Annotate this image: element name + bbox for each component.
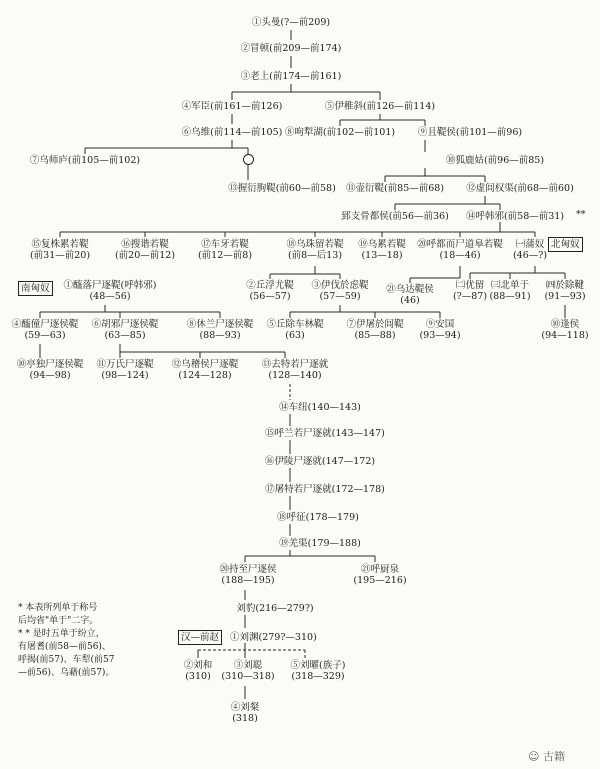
southern-xiongnu-label: 南匈奴 — [18, 281, 53, 296]
node-fuzhulei: ⑮复株累若鞮 (前31—前20) — [29, 239, 91, 261]
node-yitu: ⑦伊屠於闾鞮 (85—88) — [346, 319, 404, 341]
han-former-zhao-label: 汉—前赵 — [178, 630, 222, 645]
node-liuyuan: ①刘渊(279?—310) — [230, 632, 317, 643]
node-xiluo: ①醯落尸逐鞮(呼韩邪) (48—56) — [63, 280, 157, 302]
node-tuteruo: ⑰屠特若尸逐就(172—178) — [265, 484, 385, 495]
node-huchuquan: ㉑呼厨泉 (195—216) — [353, 564, 407, 586]
node-liucong: ③刘聪 (310—318) — [221, 660, 275, 682]
node-youliu: ㈡优留 (?—87) — [452, 280, 488, 302]
node-qiangqu: ⑲羌渠(179—188) — [279, 538, 361, 549]
node-touman: ①头曼(?—前209) — [251, 17, 331, 28]
node-wanshi: ⑪万氏尸逐鞮 (98—124) — [96, 359, 154, 381]
wechat-icon: ☺ — [528, 750, 540, 763]
node-liubao: 刘豹(216—279?) — [236, 603, 314, 614]
watermark: ☺ 古籍 — [528, 750, 565, 763]
node-wujihou: ⑫乌稽侯尸逐鞮 (124—128) — [171, 359, 239, 381]
northern-xiongnu-label: 北匈奴 — [548, 237, 583, 252]
node-gouli-hu: ⑧呴犁湖(前102—前101) — [284, 127, 396, 138]
node-liuyao: ⑤刘曜(族子) (318—329) — [290, 660, 346, 682]
node-punu: ㈠蒲奴 (46—?) — [512, 239, 548, 261]
node-wuzhuliu: ⑱乌珠留若鞮 (前8—后13) — [286, 239, 344, 261]
node-xulv-quanqu: ⑫虚闾权渠(前68—前60) — [466, 183, 574, 194]
node-beichanyu: ㈢北单于 (88—91) — [489, 280, 531, 302]
node-xitong: ④醯僮尸逐侯鞮 (59—63) — [11, 319, 79, 341]
node-souxie: ⑯搜谐若鞮 (前20—前12) — [114, 239, 176, 261]
node-yizhixie: ⑤伊稚斜(前126—前114) — [324, 101, 436, 112]
double-asterisk-mark: ** — [576, 209, 586, 220]
node-wushilu: ⑦乌师庐(前105—前102) — [29, 155, 141, 166]
node-xiulan: ⑧休兰尸逐侯鞮 (88—93) — [186, 319, 254, 341]
unknown-ancestor-circle — [243, 154, 254, 165]
node-huyandi: ⑪壶衍鞮(前85—前68) — [345, 183, 445, 194]
footnotes: * 本表所列单于称号 后均省"单于"二字。 * * 是时五单于纷立， 有屠耆(前58—前56)、 呼揭(前57)、车犁(前57 —前56)、乌藉(前57)。 — [18, 603, 115, 678]
node-zhizhi: 郅支骨都侯(前56—前36) — [341, 211, 449, 222]
node-maodun: ②冒顿(前209—前174) — [240, 43, 342, 54]
node-qiufu: ②丘浮尤鞮 (56—57) — [246, 280, 294, 302]
node-huhanye: ⑭呼韩邪(前58—前31) — [465, 211, 565, 222]
node-junchen: ④军臣(前161—前126) — [181, 101, 283, 112]
node-liuhe: ②刘和 (310) — [183, 660, 213, 682]
node-tingdu: ⑩亭独尸逐侯鞮 (94—98) — [16, 359, 84, 381]
node-hulanruo: ⑮呼兰若尸逐就(143—147) — [265, 428, 385, 439]
node-hudu: ⑳呼都而尸道皋若鞮 (18—46) — [417, 239, 503, 261]
node-yifa: ③伊伐於虑鞮 (57—59) — [311, 280, 369, 302]
node-woyan-quti: ⑬握衍朐鞮(前60—前58) — [228, 183, 336, 194]
node-fenghou: ⑩逢侯 (94—118) — [541, 319, 589, 341]
node-anguo: ⑨安国 (93—94) — [419, 319, 461, 341]
node-huxie: ⑥胡邪尸逐侯鞮 (63—85) — [91, 319, 159, 341]
node-laoshang: ③老上(前174—前161) — [240, 71, 342, 82]
node-yuchujian: ㈣於除鞬 (91—93) — [544, 280, 586, 302]
node-cheniu: ⑭车纽(140—143) — [279, 402, 361, 413]
node-wuda: ㉑乌达鞮侯 (46) — [386, 284, 434, 306]
node-liucan: ④刘粲 (318) — [230, 702, 260, 724]
node-qiedihou: ⑨且鞮侯(前101—前96) — [417, 127, 523, 138]
node-wulei: ⑲乌累若鞮 (13—18) — [358, 239, 406, 261]
node-cheya: ⑰车牙若鞮 (前12—前8) — [197, 239, 253, 261]
node-quteruo: ⑬去特若尸逐就 (128—140) — [261, 359, 329, 381]
node-hulugu: ⑩狐鹿姑(前96—前85) — [445, 155, 545, 166]
node-wuwei: ⑥乌维(前114—前105) — [181, 127, 283, 138]
node-qiuchu: ⑤丘除车林鞮 (63) — [266, 319, 324, 341]
node-huzheng: ⑱呼征(178—179) — [277, 512, 359, 523]
node-chizhi: ⑳持至尸逐侯 (188—195) — [219, 564, 277, 586]
node-yiling: ⑯伊陵尸逐就(147—172) — [264, 456, 376, 467]
